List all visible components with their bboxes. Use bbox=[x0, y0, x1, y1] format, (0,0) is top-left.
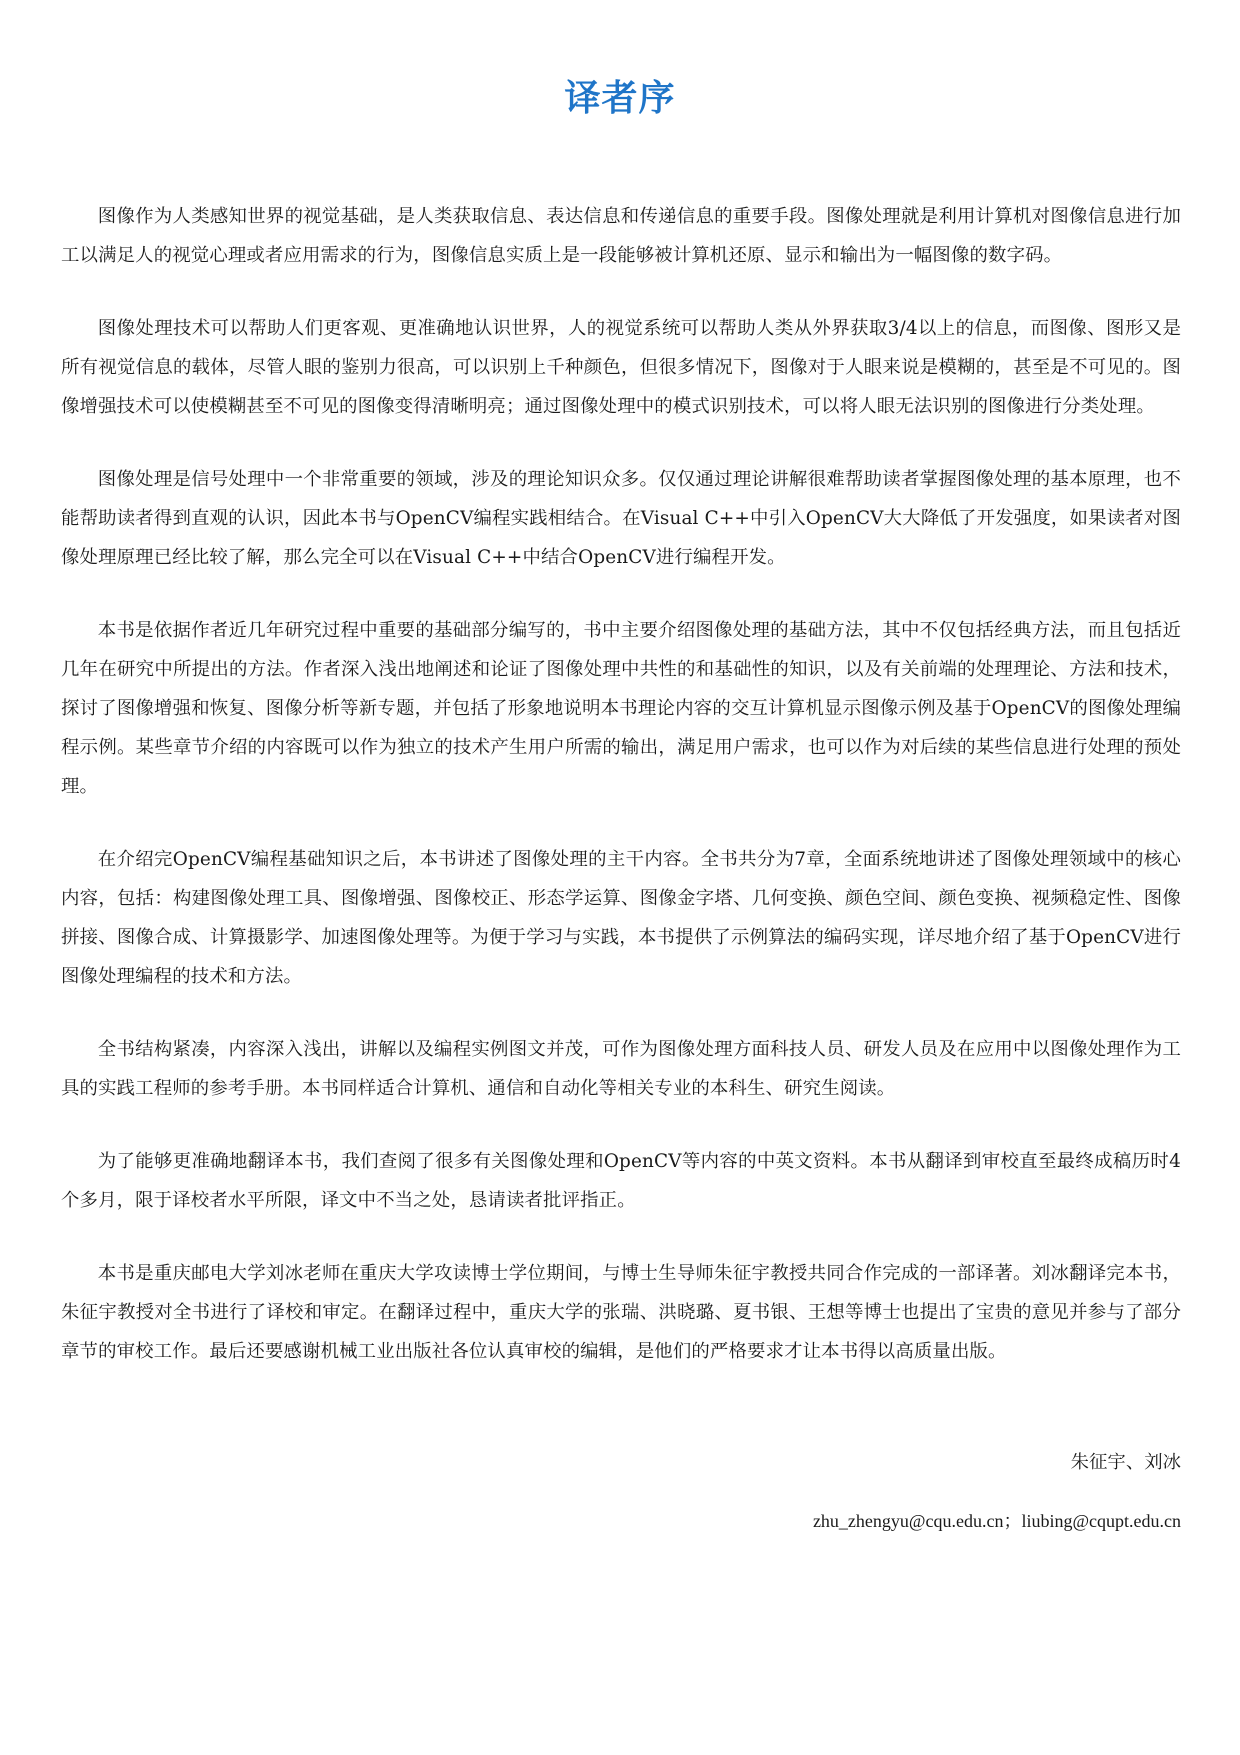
preface-body bbox=[61, 197, 1181, 1405]
page-title: 译者序 bbox=[564, 78, 676, 119]
paragraph-5: 在介绍完OpenCV编程基础知识之后，本书讲述了图像处理的主干内容。全书共分为7章，全面系统地讲述了图像处理领域中的核心内容，包括：构建图像处理工具、图像增强、图像校正、形态学运算、图像金字塔、几何变换、颜色空间、颜色变换、视频稳定性、图像拼接、图像合成、计算摄影学、加速图像处理等。为便于学习与实践，本书提供了示例算法的编码实现，详尽地介绍了基于OpenCV进行图像处理编程的技术和方法。 bbox=[61, 849, 1181, 987]
paragraph-8: 本书是重庆邮电大学刘冰老师在重庆大学攻读博士学位期间，与博士生导师朱征宇教授共同合作完成的一部译著。刘冰翻译完本书，朱征宇教授对全书进行了译校和审定。在翻译过程中，重庆大学的张瑞、洪晓璐、夏书银、王想等博士也提出了宝贵的意见并参与了部分章节的审校工作。最后还要感谢机械工业出版社各位认真审校的编辑，是他们的严格要求才让本书得以高质量出版。 bbox=[61, 1263, 1181, 1362]
paragraph-1: 图像作为人类感知世界的视觉基础，是人类获取信息、表达信息和传递信息的重要手段。图像处理就是利用计算机对图像信息进行加工以满足人的视觉心理或者应用需求的行为，图像信息实质上是一段能够被计算机还原、显示和输出为一幅图像的数字码。 bbox=[61, 206, 1181, 266]
paragraph-6: 全书结构紧凑，内容深入浅出，讲解以及编程实例图文并茂，可作为图像处理方面科技人员、研发人员及在应用中以图像处理作为工具的实践工程师的参考手册。本书同样适合计算机、通信和自动化等相关专业的本科生、研究生阅读。 bbox=[61, 1039, 1181, 1099]
paragraph-2: 图像处理技术可以帮助人们更客观、更准确地认识世界，人的视觉系统可以帮助人类从外界获取3/4以上的信息，而图像、图形又是所有视觉信息的载体，尽管人眼的鉴别力很高，可以识别上千种颜色，但很多情况下，图像对于人眼来说是模糊的，甚至是不可见的。图像增强技术可以使模糊甚至不可见的图像变得清晰明亮；通过图像处理中的模式识别技术，可以将人眼无法识别的图像进行分类处理。 bbox=[61, 318, 1181, 417]
paragraph-4: 本书是依据作者近几年研究过程中重要的基础部分编写的，书中主要介绍图像处理的基础方法，其中不仅包括经典方法，而且包括近几年在研究中所提出的方法。作者深入浅出地阐述和论证了图像处理中共性的和基础性的知识，以及有关前端的处理理论、方法和技术，探讨了图像增强和恢复、图像分析等新专题，并包括了形象地说明本书理论内容的交互计算机显示图像示例及基于OpenCV的图像处理编程示例。某些章节介绍的内容既可以作为独立的技术产生用户所需的输出，满足用户需求，也可以作为对后续的某些信息进行处理的预处理。 bbox=[61, 620, 1181, 797]
translator-names: 朱征宇、刘冰 bbox=[1070, 1452, 1181, 1473]
paragraph-7: 为了能够更准确地翻译本书，我们查阅了很多有关图像处理和OpenCV等内容的中英文资料。本书从翻译到审校直至最终成稿历时4个多月，限于译校者水平所限，译文中不当之处，恳请读者批评指正。 bbox=[61, 1151, 1181, 1211]
translator-emails: zhu_zhengyu@cqu.edu.cn；liubing@cqupt.edu.cn bbox=[812, 1511, 1181, 1531]
paragraph-3: 图像处理是信号处理中一个非常重要的领域，涉及的理论知识众多。仅仅通过理论讲解很难帮助读者掌握图像处理的基本原理，也不能帮助读者得到直观的认识，因此本书与OpenCV编程实践相结合。在Visual C++中引入OpenCV大大降低了开发强度，如果读者对图像处理原理已经比较了解，那么完全可以在Visual C++中结合OpenCV进行编程开发。 bbox=[61, 469, 1181, 568]
